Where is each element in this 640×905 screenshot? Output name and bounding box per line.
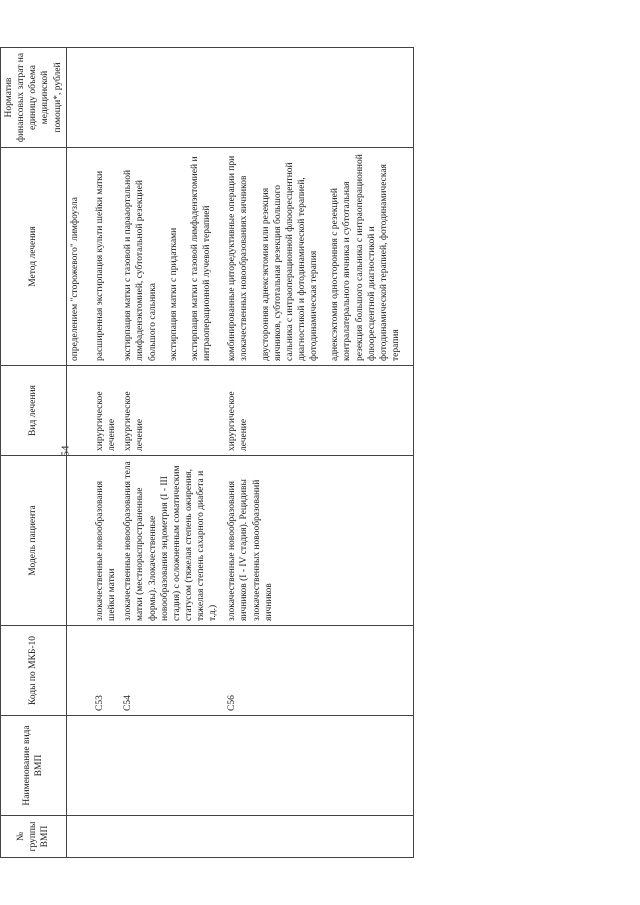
header-row [1, 48, 67, 858]
header-group: № группы ВМП [1, 816, 67, 858]
icd-cell: C54 [120, 626, 224, 716]
method-item: комбинированные циторедуктивные операции при злокачественных новообразованиях яичников [227, 155, 250, 361]
name-cell [66, 716, 92, 816]
table-row [92, 48, 120, 858]
name-cell [224, 716, 414, 816]
method-item: экстирпация матки с тазовой лимфаденэктомией и интраоперационной лучевой терапией [189, 156, 213, 361]
model-cell: злокачественные новообразования шейки матки [92, 456, 120, 626]
type-cell: хирургическое лечение [92, 366, 120, 456]
table-row [120, 48, 224, 858]
method-item: экстирпация матки с тазовой и парааортальной лимфаденэктомией, субтотальной резекцией большого сальника [123, 169, 158, 361]
group-cell [224, 816, 414, 858]
header-model: Модель пациента [1, 456, 67, 626]
method-cell [120, 148, 224, 366]
method-cell [66, 148, 92, 366]
model-cell [66, 456, 92, 626]
method-item: двусторонняя аднексэктомия или резекция яичников, субтотальная резекция большого сальника с интраоперационной флюоресцентной диагностикой и фотодинамической терапией, фотодинамическая терапия [260, 162, 320, 361]
icd-cell: C56 [224, 626, 414, 716]
norm-cell [66, 48, 92, 148]
icd-cell: C53 [92, 626, 120, 716]
header-method: Метод лечения [1, 148, 67, 366]
method-item: экстирпация матки с придатками [168, 227, 179, 361]
type-cell: хирургическое лечение [224, 366, 414, 456]
model-cell: злокачественные новообразования тела матки (местнораспространенные формы). Злокачественные новообразования эндометрия (I - III стадия) с осложненным соматическим статусом (тяжелая степень ожирения, тяжелая степень сахарного диабета и т.д.) [120, 456, 224, 626]
header-icd: Коды по МКБ-10 [1, 626, 67, 716]
icd-cell [66, 626, 92, 716]
norm-cell [92, 48, 120, 148]
header-norm: Норматив финансовых затрат на единицу объема медицинской помощи*, рублей [1, 48, 67, 148]
norm-cell [120, 48, 224, 148]
method-cell [224, 148, 414, 366]
page-number: 54 [59, 445, 72, 457]
header-type: Вид лечения [1, 366, 67, 456]
model-cell: злокачественные новообразования яичников (I - IV стадия). Рецидивы злокачественных новообразований яичников [224, 456, 414, 626]
norm-cell [224, 48, 414, 148]
name-cell [120, 716, 224, 816]
method-item: определением "сторожевого" лимфоузла [69, 197, 80, 361]
header-name: Наименование вида ВМП [1, 716, 67, 816]
group-cell [92, 816, 120, 858]
group-cell [120, 816, 224, 858]
method-item: расширенная экстирпация культи шейки матки [94, 170, 105, 361]
type-cell [66, 366, 92, 456]
type-cell: хирургическое лечение [120, 366, 224, 456]
group-cell [66, 816, 92, 858]
name-cell [92, 716, 120, 816]
method-item: аднексэктомия односторонняя с резекцией контралатерального яичника и субтотальная резекция большого сальника с интраоперационной флюоресцентной диагностикой и фотодинамической терапией, фотодинамическая терапия [330, 154, 402, 361]
table-row [224, 48, 414, 858]
method-cell [92, 148, 120, 366]
rotated-table-wrapper [0, 48, 550, 858]
table-row [66, 48, 92, 858]
vmp-table [0, 47, 414, 858]
